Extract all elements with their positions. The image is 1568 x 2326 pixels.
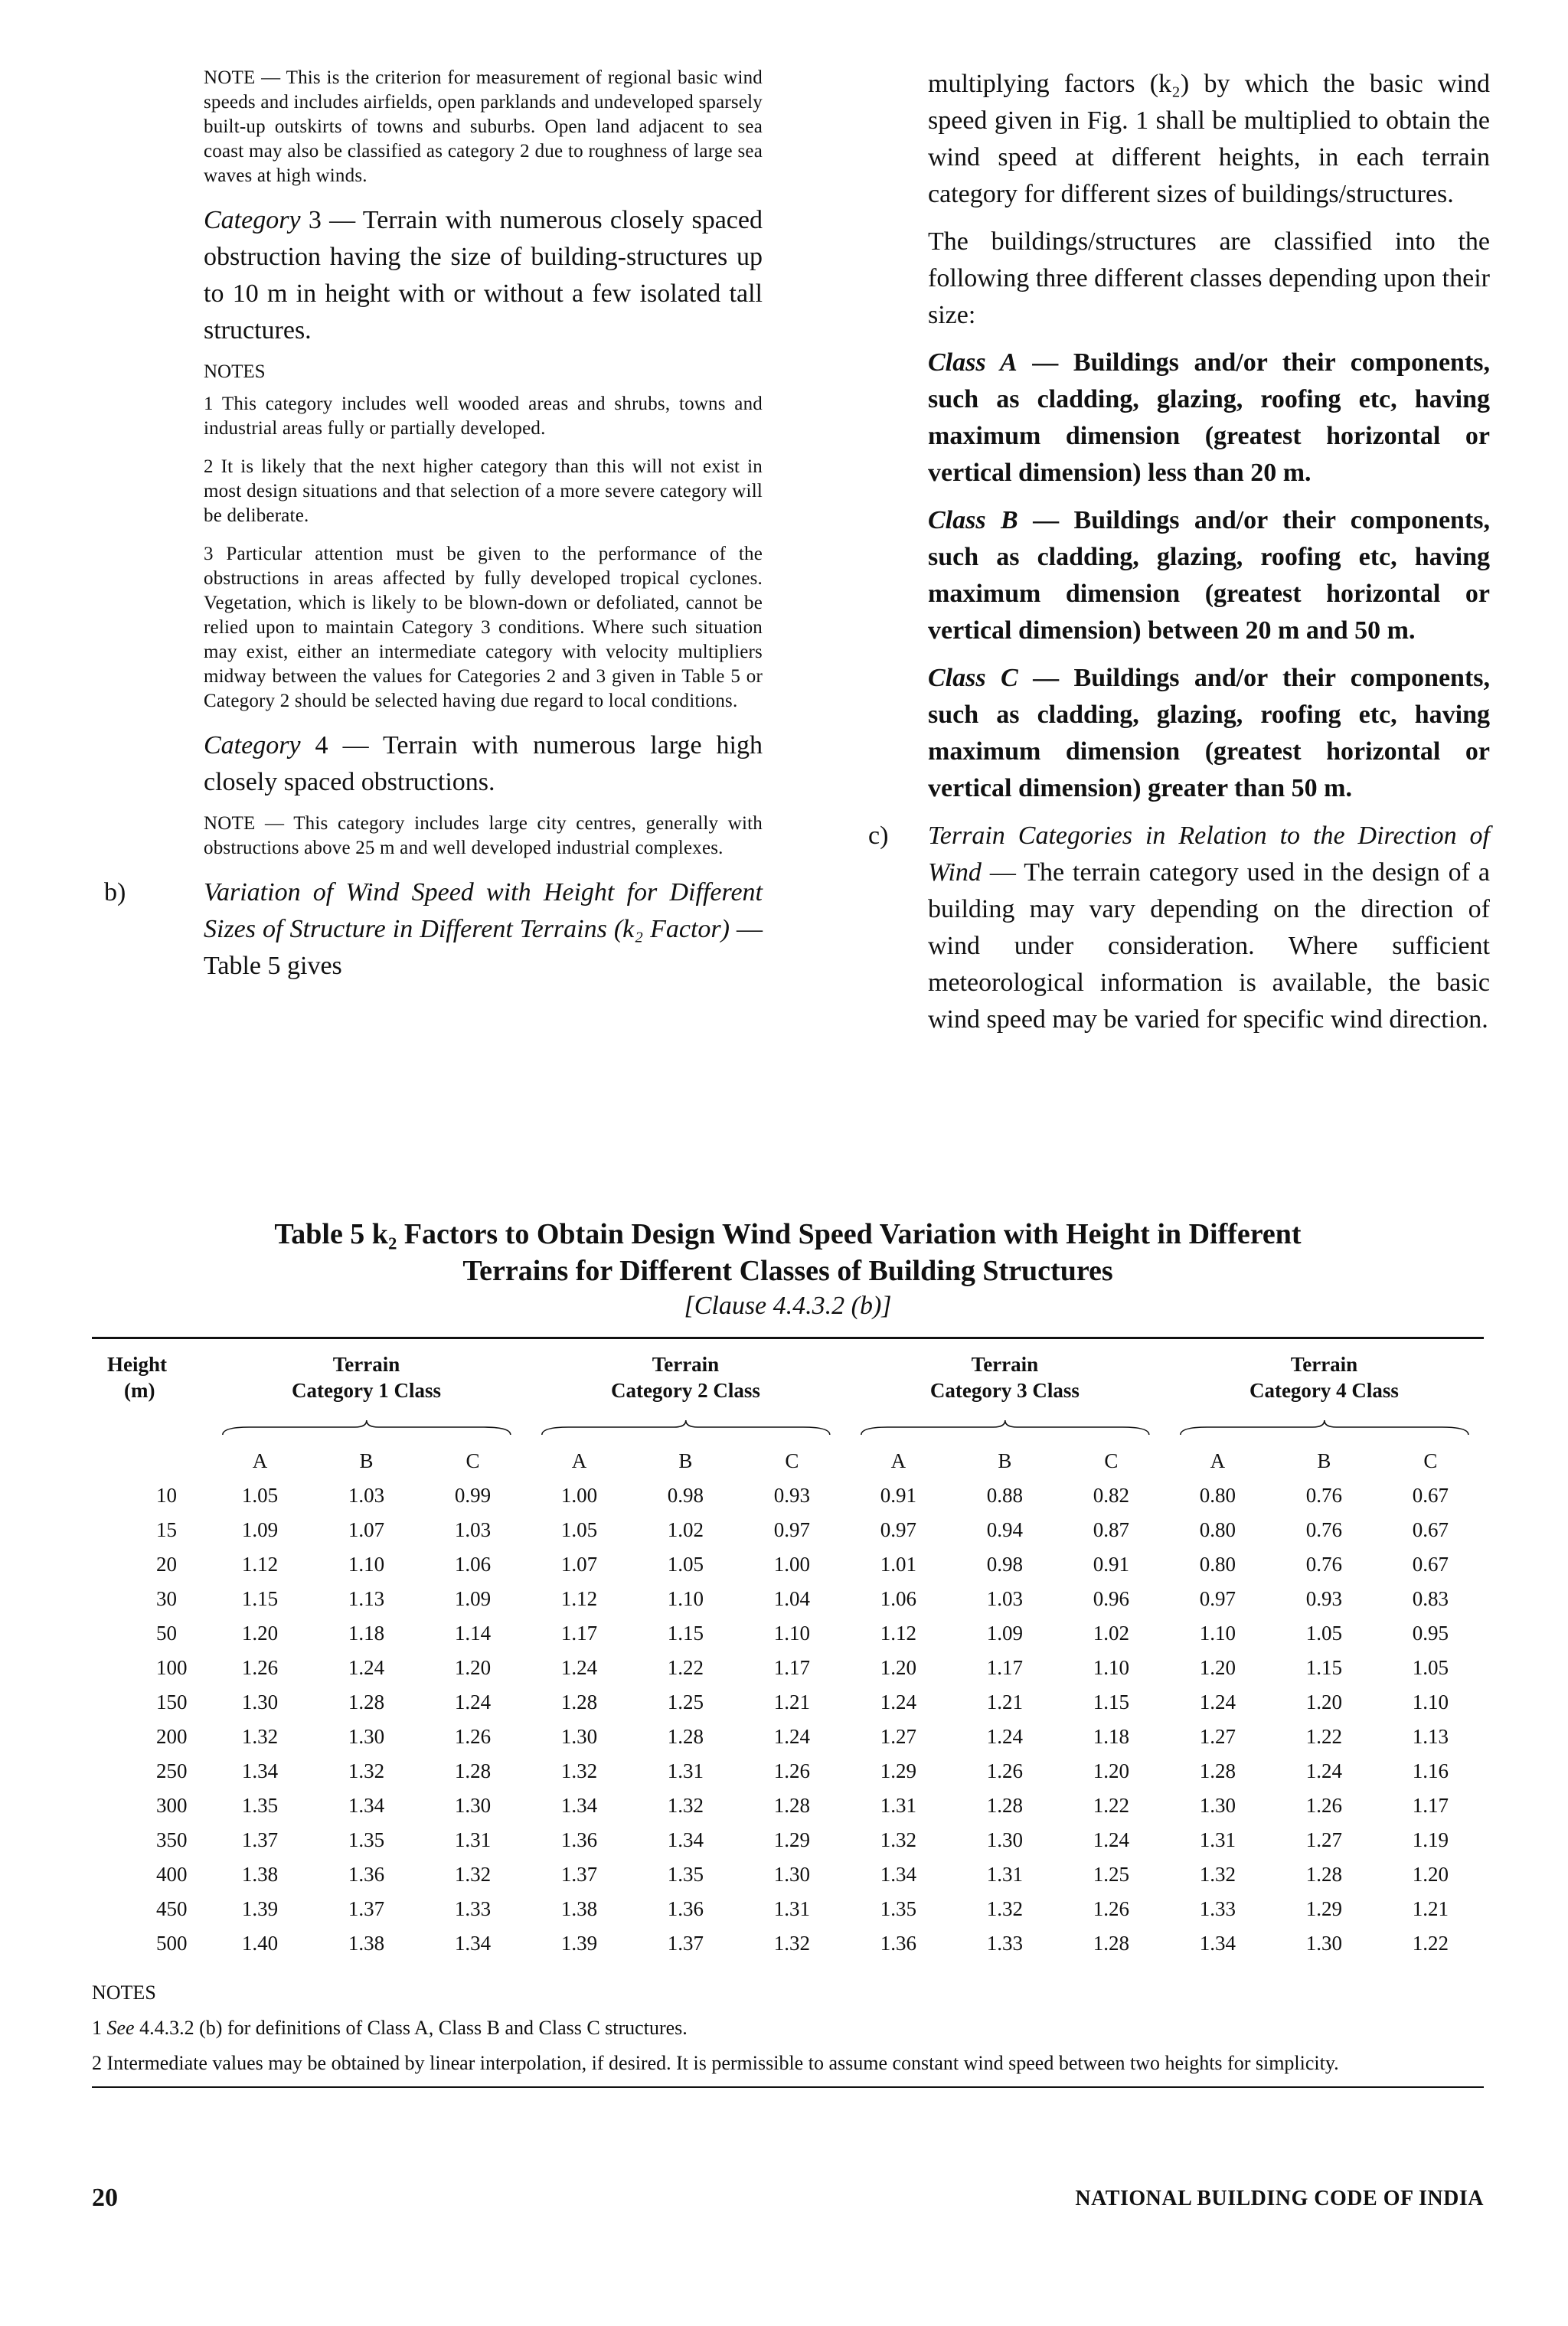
k2-value-cell: 1.17	[1412, 1794, 1449, 1817]
table-row	[92, 1926, 1484, 1961]
table-row	[92, 1720, 1484, 1754]
height-cell: 50	[156, 1622, 177, 1645]
item-c	[868, 818, 1490, 1038]
k2-value-cell: 1.03	[454, 1518, 492, 1541]
category-1-brace	[207, 1410, 526, 1444]
category-4-paragraph	[204, 727, 763, 801]
k2-value-cell: 1.20	[1412, 1863, 1449, 1886]
k2-value-cell: 1.09	[241, 1518, 279, 1541]
k2-value-cell: 0.96	[1093, 1587, 1130, 1610]
k2-value-cell: 1.05	[1412, 1656, 1449, 1679]
k2-value-cell: 1.24	[773, 1725, 811, 1748]
k2-value-cell: 1.27	[880, 1725, 917, 1748]
k2-value-cell: 1.09	[454, 1587, 492, 1610]
table-note-2: 2 Intermediate values may be obtained by linear interpolation, if desired. It is permissible to assume constant wind speed between two heights for simplicity.	[92, 2052, 1339, 2074]
height-cell: 100	[156, 1656, 188, 1679]
k2-value-cell: 1.00	[560, 1484, 598, 1507]
category-3-text: 3 — Terrain with numerous closely spaced obstruction having the size of building-structures up to 10 m in height with or without a few isolated tall structures.	[204, 206, 763, 345]
table-row	[92, 1547, 1484, 1582]
class-letter: B	[359, 1449, 374, 1472]
k2-value-cell: 1.00	[773, 1553, 811, 1576]
k2-value-cell: 1.31	[880, 1794, 917, 1817]
k2-value-cell: 1.24	[986, 1725, 1024, 1748]
k2-value-cell: 1.37	[667, 1932, 704, 1955]
k2-value-cell: 1.32	[773, 1932, 811, 1955]
height-cell: 350	[156, 1828, 188, 1851]
k2-value-cell: 1.15	[1305, 1656, 1342, 1679]
class-letter: C	[466, 1449, 480, 1472]
k2-value-cell: 1.34	[348, 1794, 385, 1817]
k2-value-cell: 1.15	[1093, 1691, 1130, 1713]
k2-value-cell: 1.20	[454, 1656, 492, 1679]
table-row	[92, 1478, 1484, 1513]
k2-value-cell: 1.28	[1305, 1863, 1342, 1886]
k2-value-cell: 1.09	[986, 1622, 1024, 1645]
k2-value-cell: 1.28	[986, 1794, 1024, 1817]
k2-value-cell: 1.30	[986, 1828, 1024, 1851]
k2-value-cell: 0.76	[1305, 1518, 1342, 1541]
height-cell: 500	[156, 1932, 188, 1955]
table-bottom-rule	[92, 2086, 1484, 2088]
item-c-title: Terrain Categories in Relation to the Direction of Wind	[928, 822, 1490, 887]
k2-value-cell: 1.26	[986, 1759, 1024, 1782]
k2-value-cell: 1.01	[880, 1553, 917, 1576]
category-3-note-3: 3 Particular attention must be given to the performance of the obstructions in areas affected by fully developed tropical cyclones. Vegetation, which is likely to be blown-down or defoliated, cannot be relied upon to maintain Category 3 conditions. Where such situation may exist, either an intermediate category with velocity multipliers midway between the values for Categories 2 and 3 given in Table 5 or Category 2 should be selected having due regard to local conditions.	[204, 544, 763, 711]
k2-value-cell: 1.36	[880, 1932, 917, 1955]
k2-value-cell: 1.10	[667, 1587, 704, 1610]
category-3-paragraph	[204, 202, 763, 349]
k2-value-cell: 1.28	[773, 1794, 811, 1817]
k2-value-cell: 0.98	[667, 1484, 704, 1507]
k2-value-cell: 1.24	[1305, 1759, 1342, 1782]
k2-value-cell: 0.93	[1305, 1587, 1342, 1610]
k2-value-cell: 1.32	[241, 1725, 279, 1748]
k2-value-cell: 1.32	[986, 1897, 1024, 1920]
item-b-text: — Table 5 gives	[204, 915, 763, 980]
class-a-label: Class A	[928, 348, 1018, 377]
k2-value-cell: 0.97	[1199, 1587, 1236, 1610]
k2-value-cell: 1.20	[1305, 1691, 1342, 1713]
k2-value-cell: 1.13	[1412, 1725, 1449, 1748]
k2-value-cell: 1.05	[241, 1484, 279, 1507]
k2-value-cell: 0.93	[773, 1484, 811, 1507]
k2-value-cell: 1.04	[773, 1587, 811, 1610]
height-cell: 20	[156, 1553, 177, 1576]
k2-value-cell: 1.35	[348, 1828, 385, 1851]
k2-value-cell: 1.24	[454, 1691, 492, 1713]
table-clause: [Clause 4.4.3.2 (b)]	[684, 1292, 892, 1320]
k2-value-cell: 1.20	[1093, 1759, 1130, 1782]
table-row	[92, 1685, 1484, 1720]
classification-paragraph: The buildings/structures are classified into the following three different classes depending upon their size:	[928, 227, 1490, 329]
k2-value-cell: 1.22	[1305, 1725, 1342, 1748]
k2-value-cell: 1.33	[454, 1897, 492, 1920]
k2-value-cell: 1.05	[560, 1518, 598, 1541]
k2-value-cell: 1.14	[454, 1622, 492, 1645]
category-4-note: NOTE — This category includes large city centres, generally with obstructions above 25 m and well developed industrial complexes.	[204, 813, 763, 858]
k2-value-cell: 1.28	[1199, 1759, 1236, 1782]
k2-value-cell: 1.26	[1305, 1794, 1342, 1817]
height-cell: 300	[156, 1794, 188, 1817]
k2-value-cell: 1.39	[560, 1932, 598, 1955]
category-4-text: 4 — Terrain with numerous large high closely spaced obstructions.	[204, 731, 763, 796]
class-c-label: Class C	[928, 664, 1018, 692]
height-cell: 250	[156, 1759, 188, 1782]
category-3-brace	[845, 1410, 1165, 1444]
terrain-category-1-header: Terrain Category 1 Class	[291, 1353, 441, 1402]
k2-value-cell: 0.87	[1093, 1518, 1130, 1541]
k2-value-cell: 1.33	[1199, 1897, 1236, 1920]
k2-value-cell: 1.06	[880, 1587, 917, 1610]
brace-row	[92, 1410, 1484, 1444]
table-row	[92, 1616, 1484, 1651]
k2-value-cell: 0.98	[986, 1553, 1024, 1576]
category-4-brace	[1165, 1410, 1484, 1444]
k2-value-cell: 1.15	[241, 1587, 279, 1610]
category-3-notes-heading: NOTES	[204, 361, 266, 382]
k2-value-cell: 1.32	[667, 1794, 704, 1817]
k2-value-cell: 1.30	[241, 1691, 279, 1713]
k2-value-cell: 1.38	[560, 1897, 598, 1920]
k2-value-cell: 1.34	[880, 1863, 917, 1886]
k2-value-cell: 1.31	[773, 1897, 811, 1920]
k2-value-cell: 1.34	[1199, 1932, 1236, 1955]
k2-value-cell: 1.19	[1412, 1828, 1449, 1851]
height-cell: 10	[156, 1484, 177, 1507]
item-b-title: Variation of Wind Speed with Height for Different Sizes of Structure in Different Terrains (k₂ Factor)	[204, 878, 763, 943]
category-3-note-1: 1 This category includes well wooded areas and shrubs, towns and industrial areas fully or partially developed.	[204, 394, 763, 439]
k2-factor-table	[92, 1339, 1484, 1961]
class-letter: A	[252, 1449, 268, 1472]
left-column	[104, 66, 763, 995]
k2-value-cell: 1.28	[560, 1691, 598, 1713]
k2-value-cell: 0.88	[986, 1484, 1024, 1507]
k2-value-cell: 1.12	[560, 1587, 598, 1610]
k2-value-cell: 1.20	[1199, 1656, 1236, 1679]
k2-value-cell: 1.30	[773, 1863, 811, 1886]
k2-value-cell: 0.91	[1093, 1553, 1130, 1576]
k2-value-cell: 1.33	[986, 1932, 1024, 1955]
k2-value-cell: 1.30	[454, 1794, 492, 1817]
k2-value-cell: 1.18	[1093, 1725, 1130, 1748]
k2-value-cell: 1.17	[773, 1656, 811, 1679]
k2-value-cell: 0.95	[1412, 1622, 1449, 1645]
category-3-label: Category	[204, 206, 301, 234]
k2-value-cell: 1.30	[348, 1725, 385, 1748]
k2-value-cell: 1.29	[880, 1759, 917, 1782]
k2-value-cell: 0.97	[880, 1518, 917, 1541]
k2-value-cell: 0.97	[773, 1518, 811, 1541]
terrain-category-4-header: Terrain Category 4 Class	[1249, 1353, 1399, 1402]
table-row	[92, 1582, 1484, 1616]
item-c-text: — The terrain category used in the design of a building may vary depending on the direction of wind under consideration. Where sufficient meteorological information is available, the basic wind speed may be varied for specific wind direction.	[928, 858, 1490, 1034]
k2-value-cell: 0.67	[1412, 1518, 1449, 1541]
k2-value-cell: 0.82	[1093, 1484, 1130, 1507]
k2-value-cell: 1.26	[454, 1725, 492, 1748]
right-column	[868, 66, 1491, 1049]
class-letter: A	[1210, 1449, 1226, 1472]
k2-value-cell: 1.36	[667, 1897, 704, 1920]
table-row	[92, 1892, 1484, 1926]
k2-value-cell: 1.07	[348, 1518, 385, 1541]
k2-value-cell: 1.37	[348, 1897, 385, 1920]
k2-value-cell: 1.24	[348, 1656, 385, 1679]
k2-value-cell: 1.35	[241, 1794, 279, 1817]
k2-value-cell: 1.30	[1305, 1932, 1342, 1955]
multiplying-factors-paragraph: multiplying factors (k₂) by which the basic wind speed given in Fig. 1 shall be multiplied to obtain the wind speed at different heights, in each terrain category for different sizes of buildings/structures.	[928, 70, 1490, 208]
k2-value-cell: 1.34	[560, 1794, 598, 1817]
height-header: Height (m)	[107, 1353, 167, 1402]
k2-value-cell: 1.30	[1199, 1794, 1236, 1817]
class-letter: B	[678, 1449, 693, 1472]
table-note-1: 1 See 4.4.3.2 (b) for definitions of Class A, Class B and Class C structures.	[92, 2017, 688, 2039]
k2-value-cell: 1.22	[667, 1656, 704, 1679]
table-caption-line-2: Terrains for Different Classes of Building Structures	[462, 1255, 1113, 1287]
table-row	[92, 1513, 1484, 1547]
k2-value-cell: 1.30	[560, 1725, 598, 1748]
k2-value-cell: 1.32	[348, 1759, 385, 1782]
table-row	[92, 1651, 1484, 1685]
k2-value-cell: 1.26	[241, 1656, 279, 1679]
page-footer	[92, 2184, 1484, 2214]
page-number: 20	[92, 2184, 118, 2212]
k2-value-cell: 1.35	[880, 1897, 917, 1920]
k2-value-cell: 1.28	[454, 1759, 492, 1782]
k2-value-cell: 0.83	[1412, 1587, 1449, 1610]
k2-value-cell: 1.25	[1093, 1863, 1130, 1886]
k2-value-cell: 1.29	[773, 1828, 811, 1851]
height-cell: 150	[156, 1691, 188, 1713]
k2-value-cell: 1.40	[241, 1932, 279, 1955]
k2-value-cell: 1.28	[1093, 1932, 1130, 1955]
k2-value-cell: 1.25	[667, 1691, 704, 1713]
category-4-label: Category	[204, 731, 301, 760]
k2-value-cell: 1.36	[560, 1828, 598, 1851]
k2-value-cell: 0.80	[1199, 1518, 1236, 1541]
k2-value-cell: 1.35	[667, 1863, 704, 1886]
k2-value-cell: 0.67	[1412, 1484, 1449, 1507]
k2-value-cell: 1.32	[880, 1828, 917, 1851]
class-b-definition: Class B — Buildings and/or their components, such as cladding, glazing, roofing etc, having maximum dimension (greatest horizontal or vertical dimension) between 20 m and 50 m.	[928, 506, 1491, 645]
k2-value-cell: 1.32	[1199, 1863, 1236, 1886]
k2-value-cell: 1.02	[667, 1518, 704, 1541]
table-body	[92, 1478, 1484, 1961]
terrain-category-3-header: Terrain Category 3 Class	[929, 1353, 1080, 1402]
k2-value-cell: 1.15	[667, 1622, 704, 1645]
k2-value-cell: 1.32	[560, 1759, 598, 1782]
class-letter: A	[571, 1449, 587, 1472]
k2-value-cell: 1.37	[560, 1863, 598, 1886]
k2-value-cell: 1.31	[986, 1863, 1024, 1886]
k2-value-cell: 1.03	[986, 1587, 1024, 1610]
height-cell: 400	[156, 1863, 188, 1886]
class-c-definition: Class C — Buildings and/or their components, such as cladding, glazing, roofing etc, having maximum dimension (greatest horizontal or vertical dimension) greater than 50 m.	[928, 664, 1491, 802]
height-cell: 30	[156, 1587, 177, 1610]
k2-value-cell: 1.03	[348, 1484, 385, 1507]
k2-value-cell: 1.34	[241, 1759, 279, 1782]
k2-value-cell: 1.31	[454, 1828, 492, 1851]
k2-value-cell: 0.94	[986, 1518, 1024, 1541]
k2-value-cell: 1.31	[1199, 1828, 1236, 1851]
table-header-row	[92, 1339, 1484, 1410]
k2-value-cell: 0.80	[1199, 1553, 1236, 1576]
k2-value-cell: 1.20	[880, 1656, 917, 1679]
class-b-label: Class B	[928, 506, 1018, 534]
k2-value-cell: 1.21	[1412, 1897, 1449, 1920]
k2-value-cell: 0.80	[1199, 1484, 1236, 1507]
category-2-note: NOTE — This is the criterion for measurement of regional basic wind speeds and includes airfields, open parklands and undeveloped sparsely built-up outskirts of towns and suburbs. Open land adjacent to sea coast may also be classified as category 2 due to roughness of large sea waves at high winds.	[204, 67, 763, 186]
k2-value-cell: 1.24	[1093, 1828, 1130, 1851]
table-row	[92, 1789, 1484, 1823]
k2-value-cell: 1.32	[454, 1863, 492, 1886]
class-letter: A	[890, 1449, 906, 1472]
k2-value-cell: 1.12	[241, 1553, 279, 1576]
k2-value-cell: 1.26	[1093, 1897, 1130, 1920]
height-cell: 200	[156, 1725, 188, 1748]
class-letter: C	[785, 1449, 799, 1472]
publication-name: NATIONAL BUILDING CODE OF INDIA	[1075, 2187, 1484, 2210]
k2-value-cell: 1.20	[241, 1622, 279, 1645]
item-c-marker: c)	[868, 822, 889, 850]
k2-value-cell: 1.31	[667, 1759, 704, 1782]
k2-value-cell: 1.27	[1305, 1828, 1342, 1851]
k2-value-cell: 1.05	[1305, 1622, 1342, 1645]
k2-value-cell: 1.10	[348, 1553, 385, 1576]
k2-value-cell: 1.34	[667, 1828, 704, 1851]
k2-value-cell: 1.27	[1199, 1725, 1236, 1748]
k2-value-cell: 1.37	[241, 1828, 279, 1851]
k2-value-cell: 1.10	[1412, 1691, 1449, 1713]
k2-value-cell: 1.24	[560, 1656, 598, 1679]
height-cell: 450	[156, 1897, 188, 1920]
table-row	[92, 1857, 1484, 1892]
k2-value-cell: 1.24	[1199, 1691, 1236, 1713]
k2-value-cell: 1.21	[986, 1691, 1024, 1713]
k2-value-cell: 1.21	[773, 1691, 811, 1713]
category-2-brace	[526, 1410, 845, 1444]
class-letter: B	[998, 1449, 1012, 1472]
class-letter: C	[1423, 1449, 1438, 1472]
k2-value-cell: 1.34	[454, 1932, 492, 1955]
k2-value-cell: 1.18	[348, 1622, 385, 1645]
k2-value-cell: 1.10	[1093, 1656, 1130, 1679]
k2-value-cell: 1.12	[880, 1622, 917, 1645]
k2-value-cell: 1.13	[348, 1587, 385, 1610]
k2-value-cell: 1.10	[773, 1622, 811, 1645]
k2-value-cell: 1.17	[560, 1622, 598, 1645]
k2-value-cell: 1.02	[1093, 1622, 1130, 1645]
k2-value-cell: 0.99	[454, 1484, 492, 1507]
k2-value-cell: 1.10	[1199, 1622, 1236, 1645]
k2-value-cell: 1.16	[1412, 1759, 1449, 1782]
category-3-note-2: 2 It is likely that the next higher category than this will not exist in most design situations and that selection of a more severe category will be deliberate.	[204, 456, 763, 526]
k2-value-cell: 1.22	[1412, 1932, 1449, 1955]
class-letter: B	[1317, 1449, 1331, 1472]
k2-value-cell: 1.17	[986, 1656, 1024, 1679]
k2-value-cell: 1.28	[348, 1691, 385, 1713]
table-5-block	[92, 1216, 1484, 2088]
k2-value-cell: 1.05	[667, 1553, 704, 1576]
class-letter: C	[1104, 1449, 1119, 1472]
k2-value-cell: 1.28	[667, 1725, 704, 1748]
table-row	[92, 1754, 1484, 1789]
item-b	[104, 874, 763, 985]
k2-value-cell: 1.38	[348, 1932, 385, 1955]
table-notes-heading: NOTES	[92, 1981, 156, 2004]
item-b-marker: b)	[104, 878, 126, 907]
table-row	[92, 1823, 1484, 1857]
terrain-category-2-header: Terrain Category 2 Class	[610, 1353, 760, 1402]
k2-value-cell: 0.76	[1305, 1553, 1342, 1576]
k2-value-cell: 0.91	[880, 1484, 917, 1507]
k2-value-cell: 0.67	[1412, 1553, 1449, 1576]
table-notes	[92, 1981, 1484, 2076]
k2-value-cell: 1.26	[773, 1759, 811, 1782]
class-letter-row	[92, 1444, 1484, 1478]
k2-value-cell: 1.24	[880, 1691, 917, 1713]
k2-value-cell: 1.06	[454, 1553, 492, 1576]
k2-value-cell: 1.39	[241, 1897, 279, 1920]
table-caption-line-1: Table 5 k₂ Factors to Obtain Design Wind Speed Variation with Height in Different	[274, 1218, 1302, 1250]
k2-value-cell: 1.22	[1093, 1794, 1130, 1817]
k2-value-cell: 1.07	[560, 1553, 598, 1576]
class-a-definition: Class A — Buildings and/or their components, such as cladding, glazing, roofing etc, having maximum dimension (greatest horizontal or vertical dimension) less than 20 m.	[928, 348, 1490, 487]
height-cell: 15	[156, 1518, 177, 1541]
k2-value-cell: 1.29	[1305, 1897, 1342, 1920]
k2-value-cell: 0.76	[1305, 1484, 1342, 1507]
k2-value-cell: 1.36	[348, 1863, 385, 1886]
k2-value-cell: 1.38	[241, 1863, 279, 1886]
